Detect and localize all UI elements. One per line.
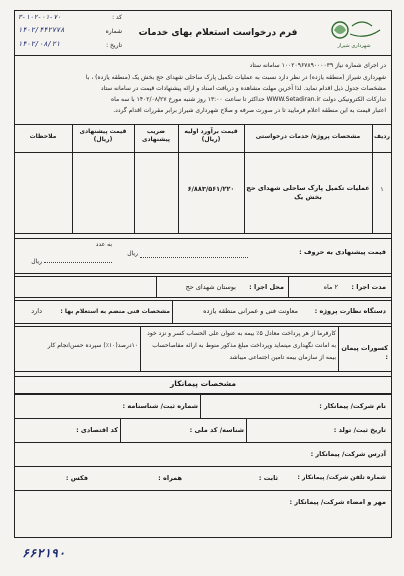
contractor-name-field[interactable] (204, 400, 298, 414)
th-estimate: قیمت برآورد اولیه (ریال) (184, 128, 238, 143)
national-id-field[interactable] (124, 424, 178, 438)
intro-line-2: شهرداری شیراز (منطقه یازده) در نظر دارد نسبت به عملیات تکمیل پارک ساحلی شهدای حج بخش یک (منطقه یازده) ، با (85, 74, 386, 81)
cell-estimate: ۶/۸۸۳/۵۶۱/۲۲۰ (187, 185, 235, 193)
national-id-label: شناسه/ کد ملی : (189, 426, 244, 434)
contractor-divider (120, 418, 121, 442)
th-notes: ملاحظات (29, 133, 57, 140)
intro-line-4: تدارکات الکترونیکی دولت WWW.Setadiran.ir حداکثر تا ساعت ۱۳:۰۰ روز شنبه مورخ ۱۴۰۲/۰۸/۲۷ با سه ماه (110, 96, 386, 103)
exec-divider (288, 276, 289, 298)
economic-code-field[interactable] (18, 424, 60, 438)
cell-proposed-input[interactable] (74, 156, 132, 230)
col-divider (72, 124, 73, 234)
terms-text-2: به امانت نگهداری مینماید وپرداخت مبلغ مذکور منوط به ارائه مفاصاحساب (152, 342, 336, 349)
contractor-divider (246, 418, 247, 442)
proposal-rial-2: ریال (31, 258, 42, 265)
duration-label: مدت اجرا : (351, 283, 386, 291)
registration-date-field[interactable] (250, 424, 306, 438)
exec-divider (156, 276, 157, 298)
th-proposed: قیمت پیشنهادی (ریال) (79, 128, 127, 143)
code-value: ۳-۱۰۲-۰۱-۷۰ (18, 13, 62, 21)
date-label: تاریخ : (106, 42, 122, 49)
tech-spec-label: مشخصات فنی منضم به استعلام بها : (60, 308, 170, 315)
supervision-value: معاونت فنی و عمرانی منطقه یازده (203, 307, 298, 315)
contractor-divider (200, 394, 201, 418)
terms-text-1: کارفرما از هر پرداخت معادل ۵٪ بیمه به عنوان علی الحساب کسر و نزد خود (147, 330, 336, 337)
cell-row-number: ۱ (380, 186, 384, 193)
page-title: فرم درخواست استعلام بهای خدمات (138, 28, 298, 38)
number-label: شماره (105, 28, 122, 35)
contractor-row-divider (14, 418, 392, 419)
contractor-section-title: مشخصات پیمانکار (169, 379, 237, 388)
logo-text: شهرداری شیراز (337, 43, 371, 49)
contractor-row-divider (14, 442, 392, 443)
proposal-digits-field[interactable] (44, 262, 112, 263)
terms-text-3: بیمه از سازمان بیمه تامین اجتماعی میباشد (229, 354, 336, 361)
cell-notes-input[interactable] (16, 156, 70, 230)
mobile-field[interactable] (90, 472, 138, 486)
contractor-name-label: نام شرکت/ پیمانکار : (319, 402, 386, 410)
contractor-row-divider (14, 490, 392, 491)
proposal-words-label: قیمت پیشنهادی به حروف : (299, 248, 386, 256)
handwritten-number: ۶۶۲۱۹۰ (22, 546, 66, 560)
tech-spec-value: دارد (31, 307, 42, 315)
registration-date-label: تاریخ ثبت/ تولد : (333, 426, 386, 434)
proposal-words-field[interactable] (140, 257, 248, 258)
fax-label: فکس : (65, 474, 88, 482)
th-coef: ضریب پیشنهادی (141, 128, 171, 143)
economic-code-label: کد اقتصادی : (76, 426, 118, 434)
col-divider (178, 124, 179, 234)
terms-divider (140, 326, 141, 372)
signature-field[interactable] (18, 496, 268, 534)
cell-coef-input[interactable] (136, 156, 176, 230)
signature-label: مهر و امضاء شرکت/ پیمانکار : (289, 498, 386, 506)
address-label: آدرس شرکت/ پیمانکار : (310, 450, 386, 458)
fax-field[interactable] (18, 472, 54, 486)
address-field[interactable] (18, 448, 288, 462)
table-header-divider (14, 152, 392, 153)
code-label: کد : (112, 14, 122, 21)
fixed-phone-label: ثابت : (258, 474, 278, 482)
registration-number-label: شماره ثبت/ شناسنامه : (122, 402, 198, 410)
date-value: ۱۴۰۲/۰۸/۲۱ (18, 40, 61, 48)
terms-deposit-text: ۱۰درصد(۱۰٪) سپرده حسن‌انجام کار (47, 342, 138, 349)
location-label: محل اجرا : (249, 283, 284, 291)
col-divider (134, 124, 135, 234)
location-value: بوستان شهدای حج (185, 283, 236, 291)
terms-label: کسورات پیمان : (341, 344, 388, 361)
intro-line-1: در اجرای شماره نیاز ۱۰۰۲۰۹۶۷۸۹۰۰۰۰۳۹ سامانه ستاد (249, 62, 386, 69)
proposal-rial-1: ریال (127, 250, 138, 257)
duration-value: ۲ ماه (323, 283, 338, 291)
phone-label: شماره تلفن شرکت/ پیمانکار : (297, 474, 386, 481)
supervision-divider (172, 300, 173, 324)
terms-divider (338, 326, 339, 372)
number-value: ۱۴۰۲/۴۴۲۷۷۸ (18, 26, 65, 34)
mobile-label: همراه : (158, 474, 182, 482)
registration-number-field[interactable] (18, 400, 106, 414)
contractor-row-divider (14, 466, 392, 467)
intro-line-5: اعتبار قیمت به این منطقه اعلام فرمایید تا در صورت صرفه و صلاح شهرداری شیراز برابر مقررات اقدام گردد. (113, 107, 386, 114)
fixed-phone-field[interactable] (184, 472, 234, 486)
supervision-label: دستگاه نظارت پروژه : (314, 307, 386, 315)
proposal-digits-label: به عدد (95, 241, 112, 248)
th-spec: مشخصات پروژه/ خدمات درخواستی (255, 133, 361, 140)
logo (322, 14, 386, 52)
th-row: ردیف (374, 133, 390, 140)
intro-line-3: مشخصات جدول ذیل اقدام نماید. لذا آخرین مهلت مشاهده و دریافت اسناد و ارائه پیشنهادات قیمت در سامانه ستاد (100, 85, 386, 92)
cell-spec: عملیات تکمیل پارک ساحلی شهدای حج بخش یک (246, 184, 370, 201)
